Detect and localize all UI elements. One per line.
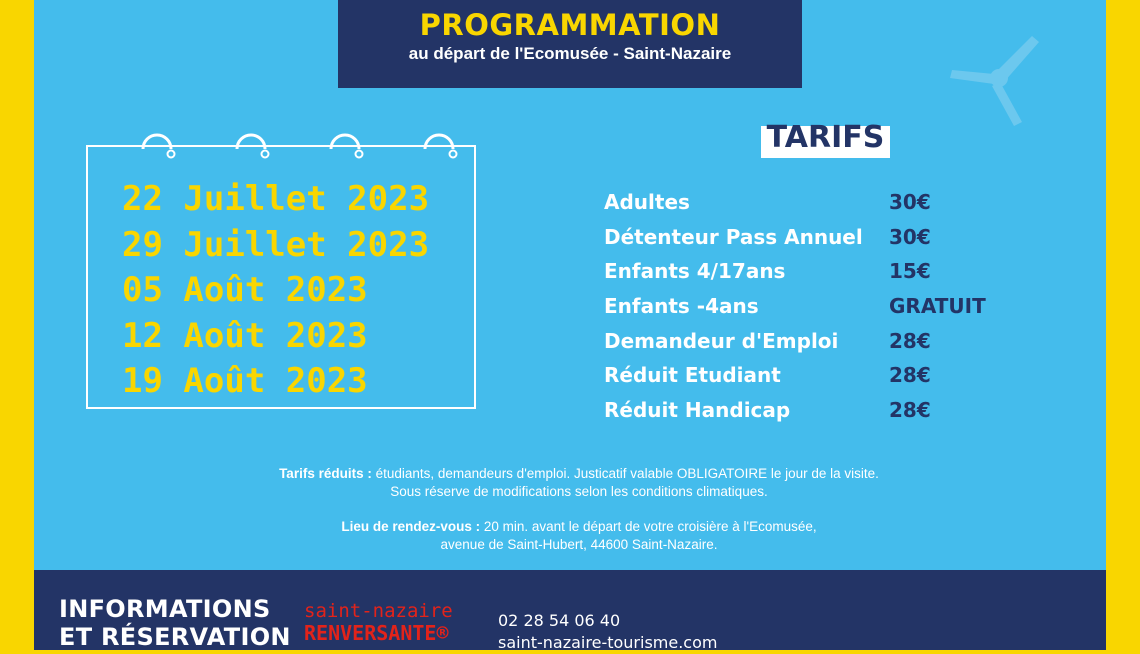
rate-label: Enfants -4ans <box>604 294 759 319</box>
rate-label: Réduit Handicap <box>604 397 791 422</box>
rate-price: 30€ <box>889 190 931 215</box>
date-item: 19 Août 2023 <box>122 361 368 401</box>
rate-label: Adultes <box>604 190 690 215</box>
meeting-note <box>34 518 1124 536</box>
poster-panel <box>34 0 1106 652</box>
meeting-label: Lieu de rendez-vous : <box>341 519 481 534</box>
rate-price: 15€ <box>889 259 931 284</box>
rate-price: GRATUIT <box>889 294 986 319</box>
phone-number[interactable]: 02 28 54 06 40 <box>498 611 621 630</box>
rate-label: Détenteur Pass Annuel <box>604 224 863 249</box>
reduced-text: étudiants, demandeurs d'emploi. Justicatif valable OBLIGATOIRE le jour de la visite. <box>371 466 879 481</box>
weather-note: Sous réserve de modifications selon les conditions climatiques. <box>390 484 768 499</box>
calendar-ring-icon <box>422 131 456 161</box>
rate-row <box>604 323 1024 358</box>
plane-icon <box>944 30 1044 130</box>
rate-row <box>604 393 1024 428</box>
contact-info <box>498 610 717 654</box>
brand-tagline: RENVERSANTE® <box>304 621 449 645</box>
brand-name: saint-nazaire <box>304 600 453 622</box>
rates-table <box>604 185 1024 427</box>
address-note: avenue de Saint-Hubert, 44600 Saint-Nazaire. <box>440 537 718 552</box>
date-list <box>122 177 429 405</box>
rate-label: Demandeur d'Emploi <box>604 328 839 353</box>
date-item: 05 Août 2023 <box>122 270 368 310</box>
banner-title: PROGRAMMATION <box>419 8 721 42</box>
date-item: 29 Juillet 2023 <box>122 224 430 265</box>
rate-row <box>604 358 1024 393</box>
date-item: 12 Août 2023 <box>122 315 368 356</box>
footer-title-line: INFORMATIONS <box>59 595 271 623</box>
rate-label: Réduit Etudiant <box>604 363 781 388</box>
rate-row <box>604 254 1024 289</box>
rate-price: 28€ <box>889 363 931 388</box>
calendar-ring-icon <box>234 131 268 161</box>
rate-row <box>604 289 1024 324</box>
meeting-text: 20 min. avant le départ de votre croisière à l'Ecomusée, <box>480 519 817 534</box>
banner-subtitle: au départ de l'Ecomusée - Saint-Nazaire <box>408 44 732 63</box>
footer-title <box>59 595 291 651</box>
reduced-note <box>34 465 1124 483</box>
info-footer <box>34 570 1106 650</box>
brand-logo <box>304 600 453 644</box>
tarifs-heading <box>761 120 890 158</box>
website-link[interactable]: saint-nazaire-tourisme.com <box>498 633 718 652</box>
footer-title-line: ET RÉSERVATION <box>59 623 291 651</box>
reduced-label: Tarifs réduits : <box>279 466 372 481</box>
calendar-ring-icon <box>328 131 362 161</box>
rate-row <box>604 185 1024 220</box>
rate-price: 28€ <box>889 397 931 422</box>
tarifs-title: TARIFS <box>766 120 885 155</box>
rate-row <box>604 220 1024 255</box>
date-item: 22 Juillet 2023 <box>122 179 430 219</box>
rate-label: Enfants 4/17ans <box>604 259 786 284</box>
program-banner <box>338 0 802 88</box>
rate-price: 30€ <box>889 224 931 249</box>
dates-calendar <box>86 145 476 409</box>
calendar-ring-icon <box>140 131 174 161</box>
info-notes <box>34 465 1124 554</box>
rate-price: 28€ <box>889 328 931 353</box>
